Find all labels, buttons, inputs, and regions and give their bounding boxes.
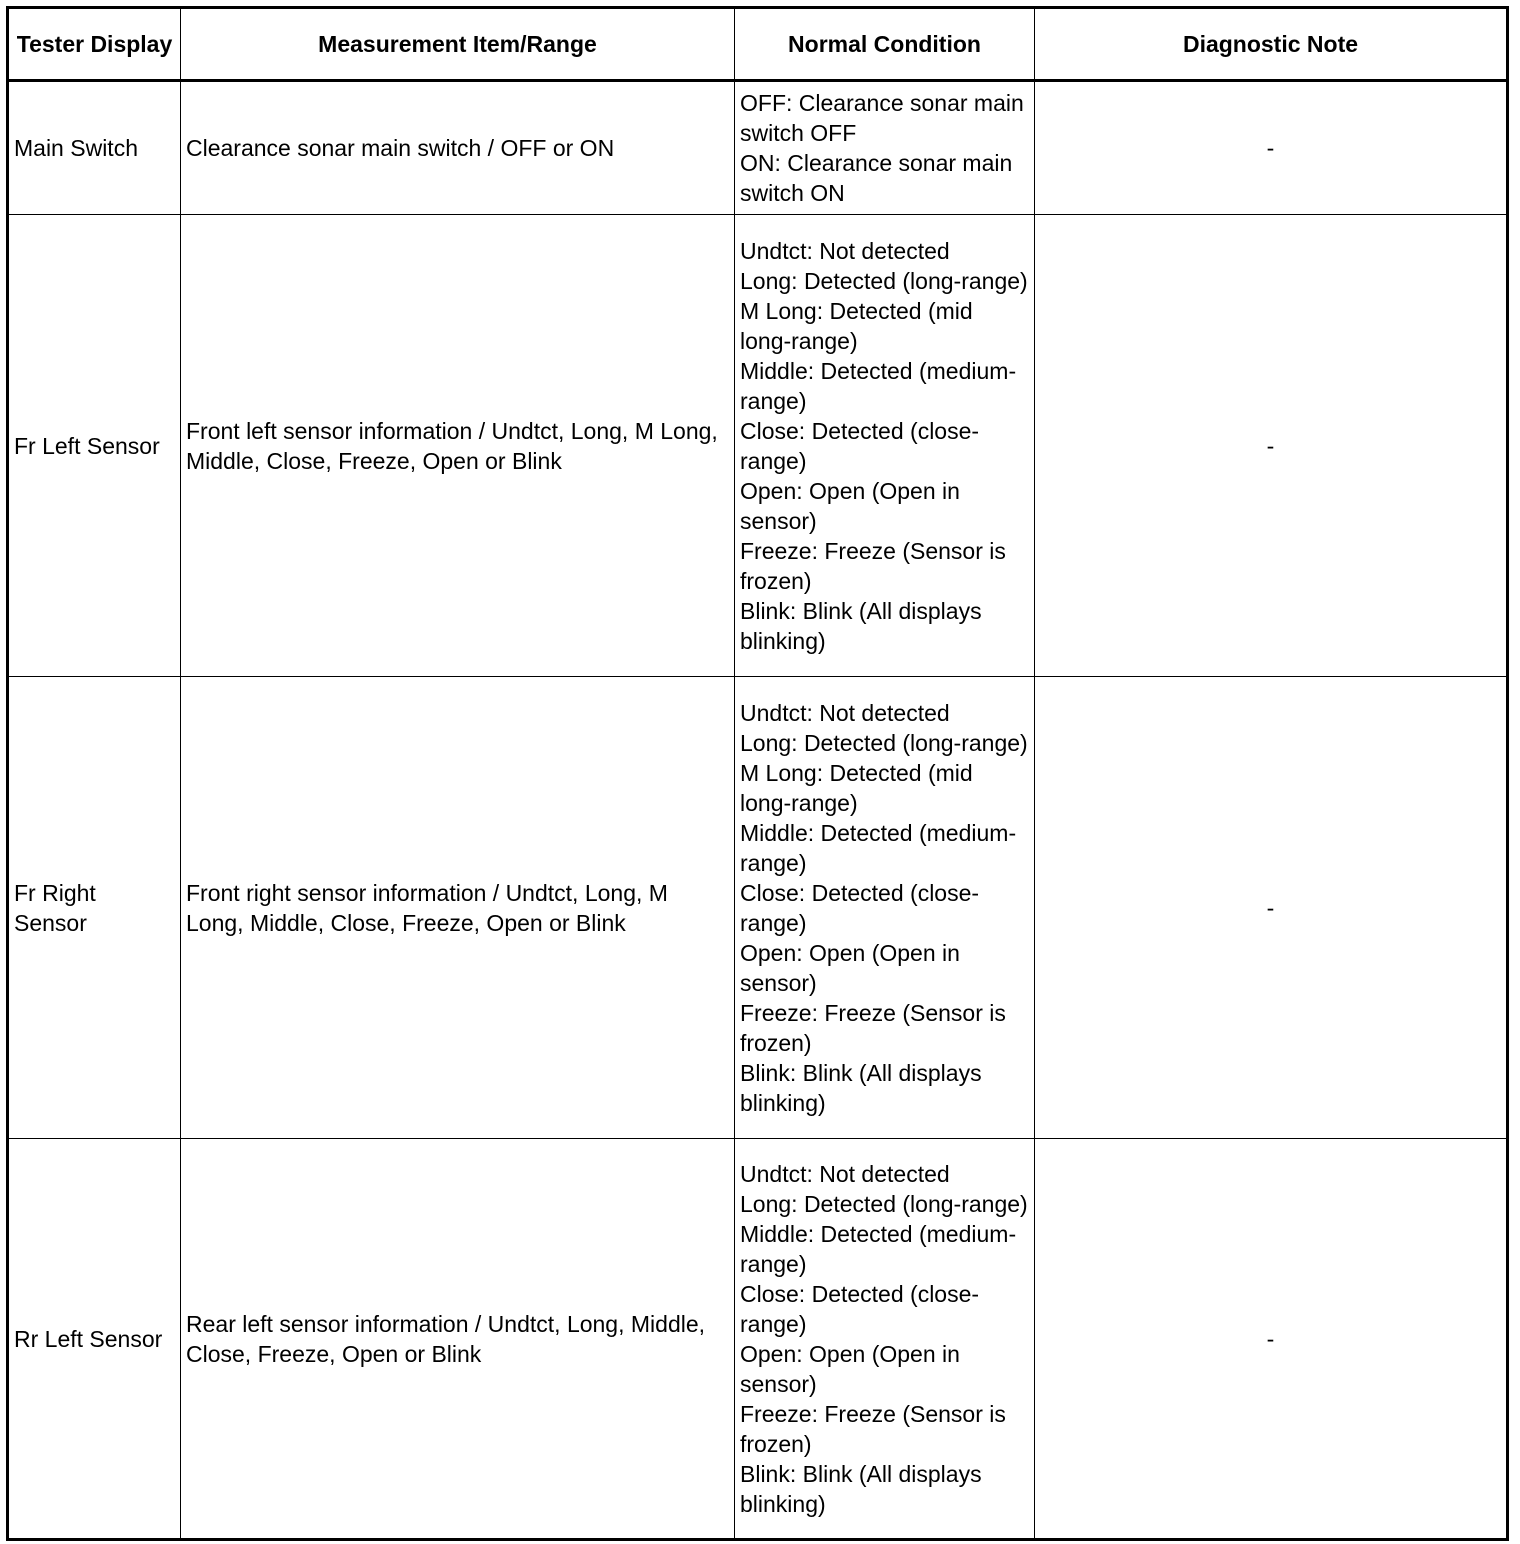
diagnostic-note-cell: - — [1035, 677, 1508, 1139]
table-row — [8, 81, 1508, 215]
table-header — [8, 8, 1508, 81]
data-list-table-container — [6, 6, 1506, 1541]
measurement-item-cell: Front right sensor information / Undtct, Long, M Long, Middle, Close, Freeze, Open or Blink — [181, 677, 735, 1139]
normal-condition-line: Close: Detected (close-range) — [740, 879, 980, 936]
header-row — [8, 8, 1508, 81]
normal-condition-line: Middle: Detected (medium-range) — [740, 357, 1017, 414]
header-normal-condition: Normal Condition — [735, 8, 1035, 81]
normal-condition-line: Open: Open (Open in sensor) — [740, 939, 960, 996]
measurement-item-cell: Front left sensor information / Undtct, Long, M Long, Middle, Close, Freeze, Open or Blink — [181, 215, 735, 677]
normal-condition-line: Blink: Blink (All displays blinking) — [740, 1059, 982, 1116]
normal-condition-cell — [735, 1139, 1035, 1540]
normal-condition-line: Long: Detected (long-range) — [740, 1190, 1028, 1217]
tester-display-cell: Fr Left Sensor — [8, 215, 181, 677]
tester-display-cell: Fr Right Sensor — [8, 677, 181, 1139]
measurement-item-cell: Clearance sonar main switch / OFF or ON — [181, 81, 735, 215]
normal-condition-line: M Long: Detected (mid long-range) — [740, 759, 973, 816]
header-tester-display: Tester Display — [8, 8, 181, 81]
normal-condition-line: Close: Detected (close-range) — [740, 417, 980, 474]
normal-condition-line: Open: Open (Open in sensor) — [740, 1340, 960, 1397]
table-body — [8, 81, 1508, 1540]
normal-condition-line: Long: Detected (long-range) — [740, 729, 1028, 756]
normal-condition-line: Undtct: Not detected — [740, 1160, 950, 1187]
diagnostic-note-cell: - — [1035, 81, 1508, 215]
normal-condition-line: Blink: Blink (All displays blinking) — [740, 1460, 982, 1517]
normal-condition-line: Freeze: Freeze (Sensor is frozen) — [740, 537, 1006, 594]
normal-condition-line: Freeze: Freeze (Sensor is frozen) — [740, 1400, 1006, 1457]
table-row — [8, 215, 1508, 677]
normal-condition-cell — [735, 81, 1035, 215]
table-row — [8, 1139, 1508, 1540]
normal-condition-line: Undtct: Not detected — [740, 699, 950, 726]
measurement-item-cell: Rear left sensor information / Undtct, Long, Middle, Close, Freeze, Open or Blink — [181, 1139, 735, 1540]
normal-condition-line: Open: Open (Open in sensor) — [740, 477, 960, 534]
tester-display-cell: Rr Left Sensor — [8, 1139, 181, 1540]
diagnostic-note-cell: - — [1035, 215, 1508, 677]
data-list-table — [6, 6, 1509, 1541]
normal-condition-line: ON: Clearance sonar main switch ON — [740, 150, 1013, 206]
normal-condition-cell — [735, 215, 1035, 677]
normal-condition-line: Middle: Detected (medium-range) — [740, 819, 1017, 876]
header-measurement-item-range: Measurement Item/Range — [181, 8, 735, 81]
normal-condition-line: Blink: Blink (All displays blinking) — [740, 597, 982, 654]
normal-condition-line: OFF: Clearance sonar main switch OFF — [740, 90, 1024, 146]
normal-condition-line: Undtct: Not detected — [740, 237, 950, 264]
normal-condition-line: Close: Detected (close-range) — [740, 1280, 980, 1337]
normal-condition-line: Freeze: Freeze (Sensor is frozen) — [740, 999, 1006, 1056]
diagnostic-note-cell: - — [1035, 1139, 1508, 1540]
normal-condition-line: Middle: Detected (medium-range) — [740, 1220, 1017, 1277]
normal-condition-line: Long: Detected (long-range) — [740, 267, 1028, 294]
normal-condition-line: M Long: Detected (mid long-range) — [740, 297, 973, 354]
normal-condition-cell — [735, 677, 1035, 1139]
table-row — [8, 677, 1508, 1139]
header-diagnostic-note: Diagnostic Note — [1035, 8, 1508, 81]
tester-display-cell: Main Switch — [8, 81, 181, 215]
